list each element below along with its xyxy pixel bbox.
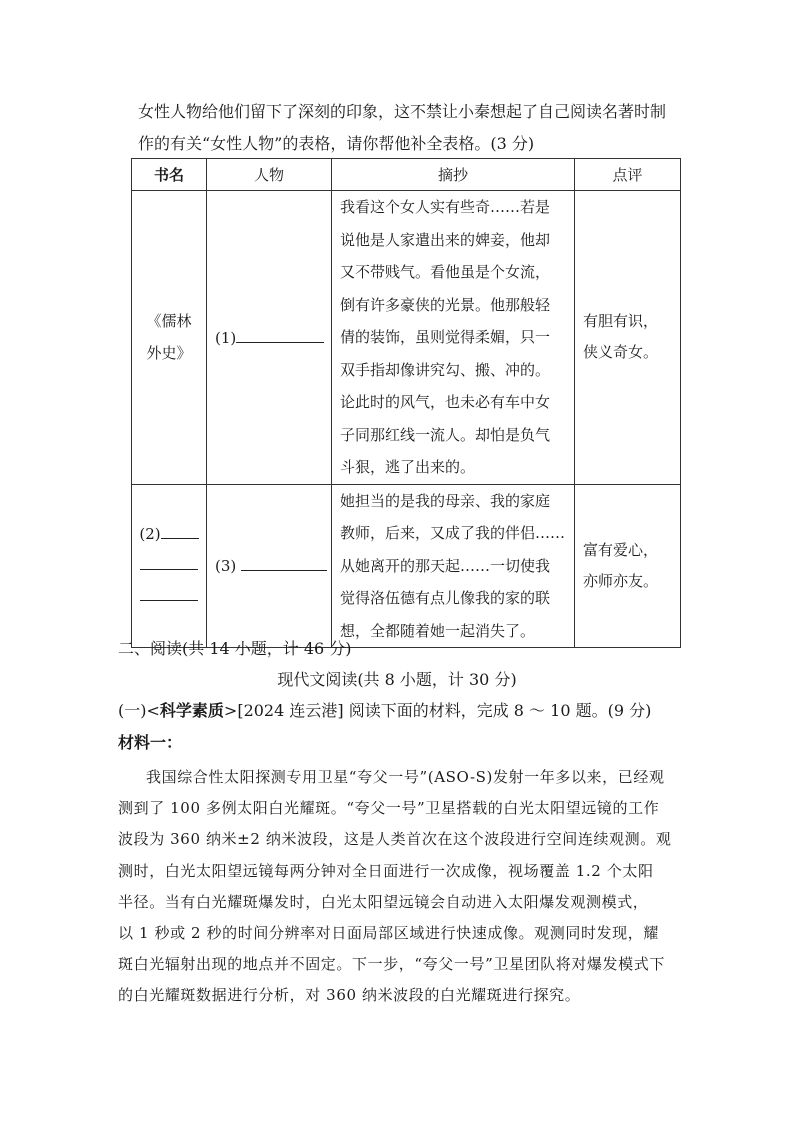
cell-comment <box>575 484 681 648</box>
cell-comment <box>575 191 681 485</box>
blank-label: (2) <box>139 525 161 544</box>
answer-blank-2-cont[interactable] <box>140 586 198 601</box>
comment-line: 有胆有识， <box>583 312 659 331</box>
female-characters-table <box>131 158 681 648</box>
comment-line: 侠义奇女。 <box>583 343 659 362</box>
table-row <box>132 191 681 485</box>
answer-blank-2[interactable] <box>161 524 199 539</box>
passage-line: 斑白光辐射出现的地点并不固定。下一步，“夸父一号”卫星团队将对爆发模式下 <box>118 955 665 974</box>
excerpt-line: 想，全都随着她一起消失了。 <box>340 621 536 640</box>
passage-line: 测到了 100 多例太阳白光耀斑。“夸父一号”卫星搭载的白光太阳望远镜的工作 <box>118 799 660 818</box>
excerpt-line: 倩的装饰，虽则觉得柔媚，只一 <box>340 328 551 346</box>
blank-label: (1) <box>215 328 237 347</box>
passage-line: 的白光耀斑数据进行分析，对 360 纳米波段的白光耀斑进行探究。 <box>118 986 581 1005</box>
excerpt-line: 又不带贱气。看他虽是个女流， <box>340 263 551 281</box>
part-heading <box>118 698 651 721</box>
material-passage <box>118 762 678 1012</box>
cell-person <box>207 191 332 485</box>
excerpt-line: 子同那红线一流人。却怕是负气 <box>340 425 551 444</box>
answer-blank-3[interactable] <box>241 556 327 571</box>
excerpt-line: 斗狠，逃了出来的。 <box>340 458 476 476</box>
cell-book <box>132 484 207 648</box>
excerpt-line: 她担当的是我的母亲、我的家庭 <box>340 491 551 510</box>
passage-line: 半径。当有白光耀斑爆发时，白光太阳望远镜会自动进入太阳爆发观测模式， <box>118 892 649 911</box>
intro-line: 作的有关“女性人物”的表格，请你帮他补全表格。(3 分) <box>138 134 535 153</box>
answer-blank-2-cont[interactable] <box>140 555 198 570</box>
comment-line: 富有爱心， <box>583 540 659 559</box>
book-title-line: 外史》 <box>146 344 192 363</box>
cell-book <box>132 191 207 485</box>
material-label: 材料一： <box>118 733 183 752</box>
cell-excerpt <box>332 484 575 648</box>
part-rest: >[2024 连云港] 阅读下面的材料，完成 8 ～ 10 题。(9 分) <box>223 701 652 720</box>
passage-line: 我国综合性太阳探测专用卫星“夸父一号”(ASO-S)发射一年多以来，已经观 <box>146 768 665 786</box>
excerpt-line: 觉得洛伍德有点儿像我的家的联 <box>340 589 551 607</box>
passage-line: 波段为 360 纳米±2 纳米波段，这是人类首次在这个波段进行空间连续观测。观 <box>118 830 672 849</box>
excerpt-line: 从她离开的那天起……一切使我 <box>340 556 551 575</box>
blank-label: (3) <box>215 557 237 576</box>
header-excerpt: 摘抄 <box>332 159 575 191</box>
excerpt-line: 倒有许多豪侠的光景。他那般轻 <box>340 295 551 314</box>
book-blank-line <box>132 550 206 581</box>
header-person: 人物 <box>207 159 332 191</box>
material-label-wrap <box>118 730 182 753</box>
section-subheading: 现代文阅读(共 8 小题，计 30 分) <box>277 670 517 689</box>
part-tag: 科学素质 <box>159 701 224 720</box>
passage-line: 以 1 秒或 2 秒的时间分辨率对日面局部区域进行快速成像。观测同时发现，耀 <box>118 924 659 943</box>
intro-line: 女性人物给他们留下了深刻的印象，这不禁让小秦想起了自己阅读名著时制 <box>138 102 667 121</box>
answer-blank-1[interactable] <box>236 328 324 343</box>
table-row <box>132 484 681 648</box>
section-heading: 二、阅读(共 14 小题，计 46 分) <box>118 639 352 658</box>
book-title-line: 《儒林 <box>146 312 192 331</box>
cell-excerpt <box>332 191 575 485</box>
excerpt-line: 论此时的风气，也未必有车中女 <box>340 393 551 411</box>
table-header-row <box>132 159 681 191</box>
excerpt-line: 说他是人家遣出来的婢妾，他却 <box>340 230 551 249</box>
excerpt-line: 双手指却像讲究勾、搬、冲的。 <box>340 360 551 379</box>
question-intro <box>138 96 698 160</box>
cell-person <box>207 484 332 648</box>
book-blank-line <box>132 519 206 550</box>
header-comment: 点评 <box>575 159 681 191</box>
excerpt-line: 我看这个女人实有些奇……若是 <box>340 198 551 216</box>
comment-line: 亦师亦友。 <box>583 571 659 590</box>
excerpt-line: 教师，后来，又成了我的伴侣…… <box>340 524 566 542</box>
passage-line: 测时，白光太阳望远镜每两分钟对全日面进行一次成像，视场覆盖 1.2 个太阳 <box>118 861 654 880</box>
part-prefix: (一)< <box>118 701 160 720</box>
book-blank-line <box>132 581 206 612</box>
header-book: 书名 <box>132 159 207 191</box>
